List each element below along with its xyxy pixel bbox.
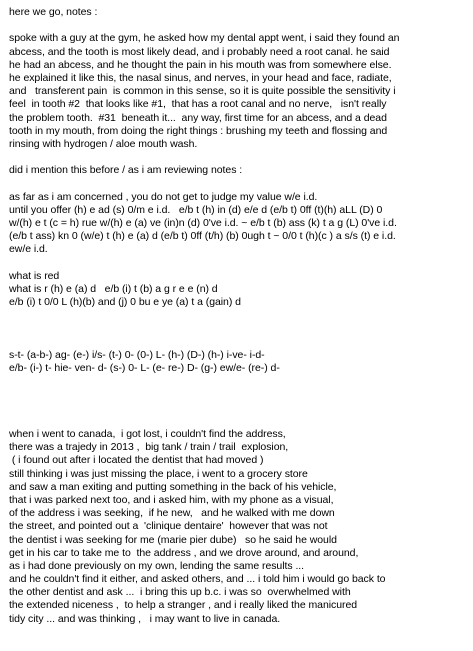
text-line: ( i found out after i located the dentist that had moved )	[9, 454, 264, 467]
text-line: the other dentist and ask ... i bring this up b.c. i was so overwhelmed with	[9, 586, 351, 599]
text-line: what is r (h) e (a) d e/b (i) t (b) a g r e e (n) d	[9, 282, 218, 295]
blank-line	[9, 388, 471, 401]
text-line: tooth in my mouth, from doing the right things : brushing my teeth and flossing and	[9, 124, 388, 137]
text-line: and he couldn't find it either, and asked others, and ... i told him i would go back to	[9, 573, 386, 586]
blank-line	[9, 415, 471, 428]
blank-line	[9, 375, 471, 388]
text-line: spoke with a guy at the gym, he asked how my dental appt went, i said they found an	[9, 32, 400, 45]
text-line: still thinking i was just missing the place, i went to a grocery store	[9, 467, 308, 480]
notes-document	[9, 6, 471, 626]
blank-line	[9, 309, 471, 322]
text-line: rinsing with hydrogen / aloe mouth wash.	[9, 137, 198, 150]
blank-line	[9, 257, 471, 270]
text-line: here we go, notes :	[9, 6, 98, 18]
blank-line	[9, 336, 471, 349]
text-line: of the address i was seeking, if he new, and he walked with me down	[9, 507, 335, 520]
text-line: did i mention this before / as i am reviewing notes :	[9, 164, 243, 177]
text-line: s-t- (a-b-) ag- (e-) i/s- (t-) 0- (0-) L- (h-) (D-) (h-) i-ve- i-d-	[9, 348, 265, 361]
text-line: there was a trajedy in 2013 , big tank / train / trail explosion,	[9, 441, 289, 454]
text-line: the problem tooth. #31 beneath it... any way, first time for an abcess, and a dead	[9, 111, 387, 124]
text-line: e/b (i) t 0/0 L (h)(b) and (j) 0 bu e ye (a) t a (gain) d	[9, 296, 241, 309]
text-line: when i went to canada, i got lost, i couldn't find the address,	[9, 428, 286, 440]
text-line: e/b- (i-) t- hie- ven- d- (s-) 0- L- (e- re-) D- (g-) ew/e- (re-) d-	[9, 362, 280, 375]
text-line: get in his car to take me to the address , and we drove around, and around,	[9, 546, 359, 559]
text-line: he explained it like this, the nasal sinus, and nerves, in your head and face, radiate,	[9, 71, 392, 84]
text-line: the dentist i was seeking for me (marie pier dube) so he said he would	[9, 533, 337, 546]
text-line: and saw a man exiting and putting something in the back of his vehicle,	[9, 480, 337, 493]
text-line: feel in tooth #2 that looks like #1, that has a root canal and no nerve, isn't really	[9, 98, 387, 111]
text-line: abcess, and the tooth is most likely dead, and i probably need a root canal. he said	[9, 45, 390, 58]
blank-line	[9, 402, 471, 415]
text-line: he had an abcess, and he thought the pain in his mouth was from somewhere else.	[9, 58, 392, 71]
text-line: what is red	[9, 269, 60, 282]
blank-line	[9, 177, 471, 190]
text-line: until you offer (h) e ad (s) 0/m e i.d. e/b t (h) in (d) e/e d (e/b t) 0ff (t)(h) aLL (D) 0	[9, 203, 383, 216]
blank-line	[9, 323, 471, 336]
text-line: and transferent pain is common in this sense, so it is quite possible the sensitivity i	[9, 85, 396, 98]
text-line: as far as i am concerned , you do not get to judge my value w/e i.d.	[9, 190, 318, 203]
blank-line	[9, 19, 471, 32]
text-line: w/(h) e t (c = h) rue w/(h) e (a) ve (in)n (d) 0've i.d. ~ e/b t (b) ass (k) t a g (L) 0've i.d.	[9, 217, 397, 229]
text-line: the street, and pointed out a 'clinique dentaire' however that was not	[9, 520, 328, 533]
text-line: as i had done previously on my own, lending the same results ...	[9, 559, 305, 572]
text-line: tidy city ... and was thinking , i may want to live in canada.	[9, 612, 281, 625]
text-line: the extended niceness , to help a stranger , and i really liked the manicured	[9, 599, 358, 612]
text-line: (e/b t ass) kn 0 (w/e) t (h) e (a) d (e/b t) 0ff (t/h) (b) 0ugh t ~ 0/0 t (h)(c ) a s/s (t) e i.d.	[9, 230, 396, 243]
text-line: that i was parked next too, and i asked him, with my phone as a visual,	[9, 493, 334, 506]
blank-line	[9, 151, 471, 164]
text-line: ew/e i.d.	[9, 243, 48, 256]
